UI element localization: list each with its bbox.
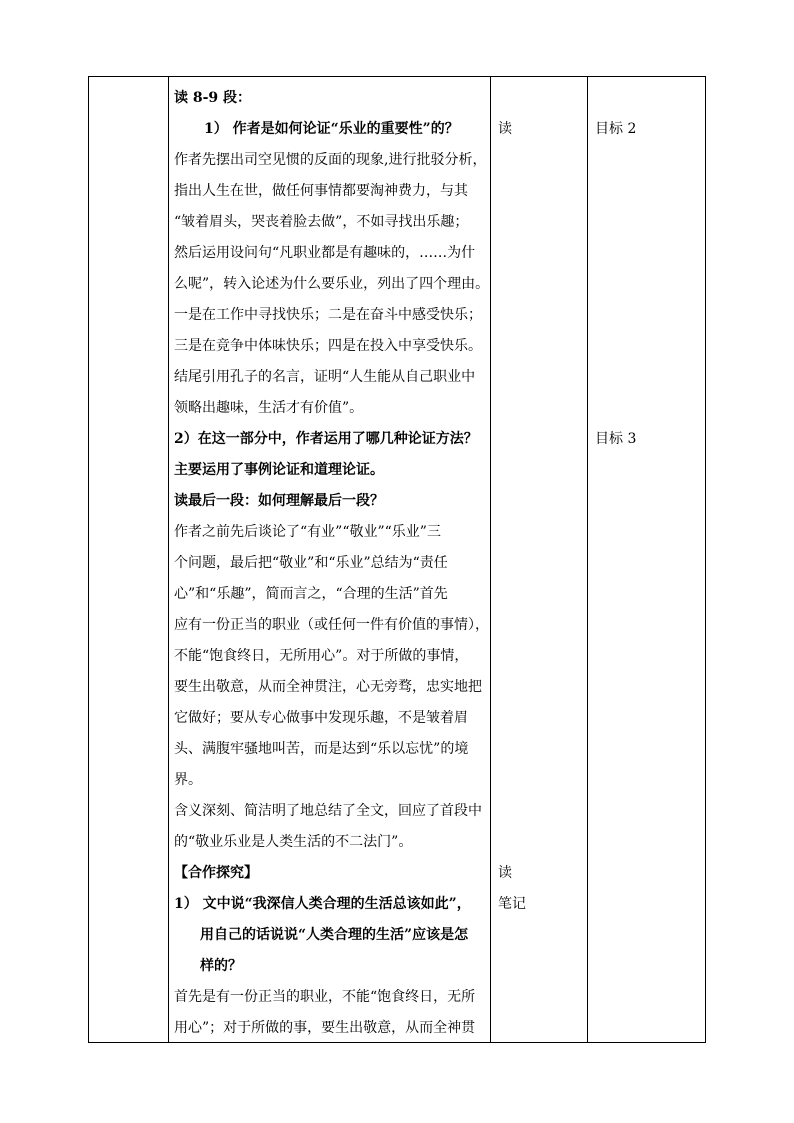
goal-label: 目标 3 [595, 431, 637, 447]
text-line: 作者之前先后谈论了“有业”“敬业”“乐业”三 [174, 524, 441, 540]
text-line: 要生出敬意，从而全神贯注，心无旁骛，忠实地把 [174, 679, 482, 695]
column-divider [587, 77, 588, 1042]
text-line: 然后运用设问句“凡职业都是有趣味的，……为什 [174, 245, 476, 261]
text-line: 心”和“乐趣”，简而言之，“合理的生活”首先 [174, 586, 448, 602]
text-line: 个问题，最后把“敬业”和“乐业”总结为“责任 [174, 555, 448, 571]
text-line: “皱着眉头，哭丧着脸去做”，不如寻找出乐趣； [174, 214, 469, 230]
text-line: 应有一份正当的职业（或任何一件有价值的事情）， [174, 617, 489, 633]
text-line: 三是在竞争中体味快乐；四是在投入中享受快乐。 [174, 338, 482, 354]
text-line: 么呢”，转入论述为什么要乐业，列出了四个理由。 [174, 276, 490, 292]
text-line: 读 8-9 段： [174, 90, 252, 106]
text-line: 用心”；对于所做的事，要生出敬意，从而全神贯 [174, 1020, 476, 1036]
text-line: 1） 文中说“我深信人类合理的生活总该如此”， [174, 896, 471, 912]
text-line: 作者先摆出司空见惯的反面的现象,进行批驳分析， [174, 152, 487, 168]
text-line: 首先是有一份正当的职业，不能“饱食终日，无所 [174, 989, 476, 1005]
text-line: 界。 [174, 772, 202, 788]
activity-label: 笔记 [498, 896, 526, 912]
text-line: 样的？ [200, 958, 242, 974]
content-cell [168, 77, 490, 1044]
text-line: 领略出趣味，生活才有价值”。 [174, 400, 364, 416]
text-line: 用自己的话说说“人类合理的生活”应该是怎 [200, 927, 469, 943]
text-line: 的“敬业乐业是人类生活的不二法门”。 [174, 834, 413, 850]
text-line: 头、满腹牢骚地叫苦，而是达到“乐以忘忧”的境 [174, 741, 469, 757]
activity-label: 读 [498, 865, 512, 881]
text-line: 2）在这一部分中，作者运用了哪几种论证方法？ [174, 431, 478, 447]
column-divider [490, 77, 491, 1042]
text-line: 它做好；要从专心做事中发现乐趣，不是皱着眉 [174, 710, 468, 726]
text-line: 不能“饱食终日，无所用心”。对于所做的事情， [174, 648, 469, 664]
lesson-table [88, 76, 706, 1043]
activity-label: 读 [498, 121, 512, 137]
text-line: 结尾引用孔子的名言，证明“人生能从自己职业中 [174, 369, 476, 385]
text-line: 含义深刻、简洁明了地总结了全文，回应了首段中 [174, 803, 482, 819]
text-line: 一是在工作中寻找快乐；二是在奋斗中感受快乐； [174, 307, 482, 323]
text-line: 主要运用了事例论证和道理论证。 [174, 462, 384, 478]
text-line: 【合作探究】 [174, 865, 258, 881]
text-line: 指出人生在世，做任何事情都要淘神费力，与其 [174, 183, 468, 199]
goal-label: 目标 2 [595, 121, 637, 137]
text-line: 读最后一段：如何理解最后一段？ [174, 493, 384, 509]
text-line: 1） 作者是如何论证“乐业的重要性”的？ [204, 121, 459, 137]
